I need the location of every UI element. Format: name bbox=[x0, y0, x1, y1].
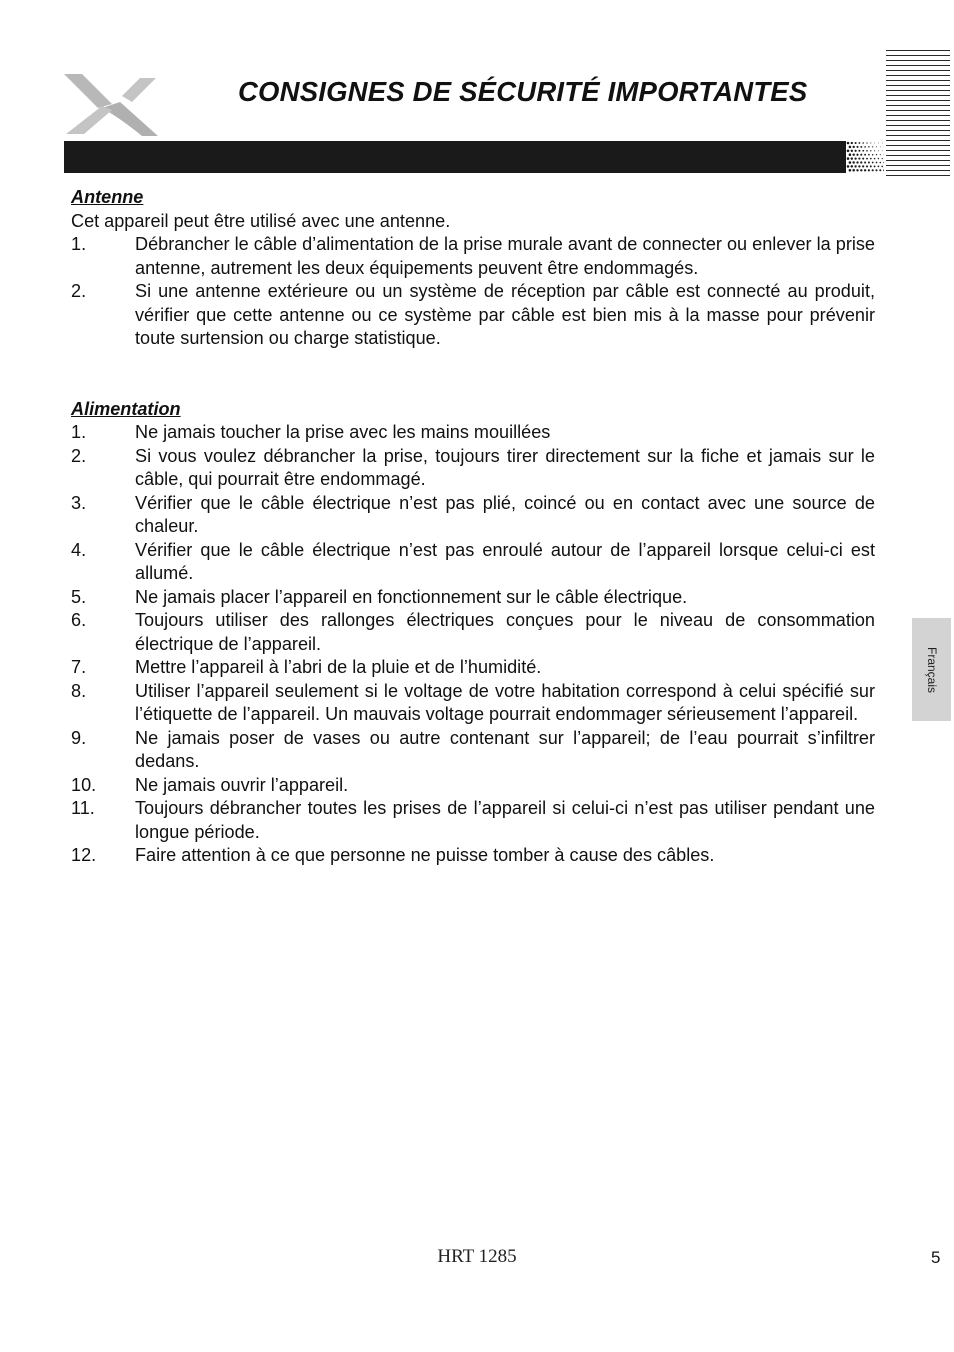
list-item bbox=[71, 727, 875, 774]
list-item-number: 2. bbox=[71, 445, 87, 466]
list-item-text: Ne jamais poser de vases ou autre contenant sur l’appareil; de l’eau pourrait s’infiltrer dedans. bbox=[135, 727, 875, 771]
list-item-text: Toujours utiliser des rallonges électriques conçues pour le niveau de consommation électrique de l’appareil. bbox=[135, 610, 875, 654]
page-title: CONSIGNES DE SÉCURITÉ IMPORTANTES bbox=[238, 76, 808, 107]
list-item bbox=[71, 421, 875, 445]
section-intro: Cet appareil peut être utilisé avec une antenne. bbox=[71, 210, 451, 231]
list-item-number: 3. bbox=[71, 492, 87, 513]
section-heading: Alimentation bbox=[71, 398, 181, 419]
list-item bbox=[71, 774, 875, 798]
list-item-text: Débrancher le câble d’alimentation de la prise murale avant de connecter ou enlever la prise antenne, autrement les deux équipements peuvent être endommagés. bbox=[135, 234, 875, 278]
list-item-number: 2. bbox=[71, 281, 87, 301]
list-item bbox=[71, 280, 875, 351]
list-item-text: Toujours débrancher toutes les prises de l’appareil si celui-ci n’est pas utiliser pendant une longue période. bbox=[135, 798, 875, 842]
list-item-number: 10. bbox=[71, 774, 97, 795]
list-item-number: 9. bbox=[71, 727, 87, 748]
x-brand-logo-icon bbox=[62, 72, 160, 138]
list-item-number: 11. bbox=[71, 798, 95, 818]
halftone-dots-decoration bbox=[846, 141, 884, 173]
list-item bbox=[71, 656, 875, 680]
list-item-text: Mettre l’appareil à l’abri de la pluie et de l’humidité. bbox=[135, 657, 542, 677]
list-item-number: 8. bbox=[71, 680, 87, 701]
section-antenne bbox=[71, 186, 875, 351]
instruction-list bbox=[71, 421, 875, 868]
list-item bbox=[71, 233, 875, 280]
list-item-text: Ne jamais ouvrir l’appareil. bbox=[135, 774, 349, 795]
list-item-number: 4. bbox=[71, 539, 87, 560]
list-item bbox=[71, 445, 875, 492]
list-item bbox=[71, 609, 875, 656]
list-item-number: 7. bbox=[71, 657, 87, 677]
list-item-text: Ne jamais toucher la prise avec les mains mouillées bbox=[135, 422, 551, 442]
list-item-text: Ne jamais placer l’appareil en fonctionnement sur le câble électrique. bbox=[135, 586, 688, 607]
list-item-number: 1. bbox=[71, 422, 87, 442]
list-item-number: 1. bbox=[71, 234, 87, 254]
header-bar bbox=[64, 141, 846, 173]
list-item bbox=[71, 492, 875, 539]
language-tab-label: Français bbox=[924, 646, 939, 693]
section-heading: Antenne bbox=[71, 187, 144, 207]
page-number: 5 bbox=[931, 1248, 941, 1267]
instruction-list bbox=[71, 233, 875, 351]
list-item bbox=[71, 680, 875, 727]
list-item bbox=[71, 844, 875, 868]
list-item bbox=[71, 586, 875, 610]
list-item bbox=[71, 797, 875, 844]
page-content bbox=[71, 186, 875, 868]
list-item-number: 6. bbox=[71, 610, 87, 630]
list-item-text: Faire attention à ce que personne ne puisse tomber à cause des câbles. bbox=[135, 845, 715, 865]
list-item-text: Si vous voulez débrancher la prise, toujours tirer directement sur la fiche et jamais sur le câble, qui pourrait être endommagé. bbox=[135, 445, 875, 489]
section-alimentation bbox=[71, 398, 875, 868]
list-item-text: Si une antenne extérieure ou un système de réception par câble est connecté au produit, vérifier que cette antenne ou ce système par câble est bien mis à la masse pour prévenir toute surtension ou charge statistique. bbox=[135, 281, 875, 348]
list-item-text: Vérifier que le câble électrique n’est pas plié, coincé ou en contact avec une source de chaleur. bbox=[135, 492, 875, 536]
list-item bbox=[71, 539, 875, 586]
list-item-number: 5. bbox=[71, 586, 87, 607]
language-tab bbox=[912, 618, 951, 721]
decorative-stripes bbox=[886, 50, 950, 178]
list-item-text: Utiliser l’appareil seulement si le voltage de votre habitation correspond à celui spécifié sur l’étiquette de l’appareil. Un mauvais voltage pourrait endommager sérieusement l’appareil. bbox=[135, 680, 875, 724]
footer-model-name: HRT 1285 bbox=[437, 1246, 517, 1267]
list-item-text: Vérifier que le câble électrique n’est pas enroulé autour de l’appareil lorsque celui-ci est allumé. bbox=[135, 539, 875, 583]
list-item-number: 12. bbox=[71, 845, 97, 865]
